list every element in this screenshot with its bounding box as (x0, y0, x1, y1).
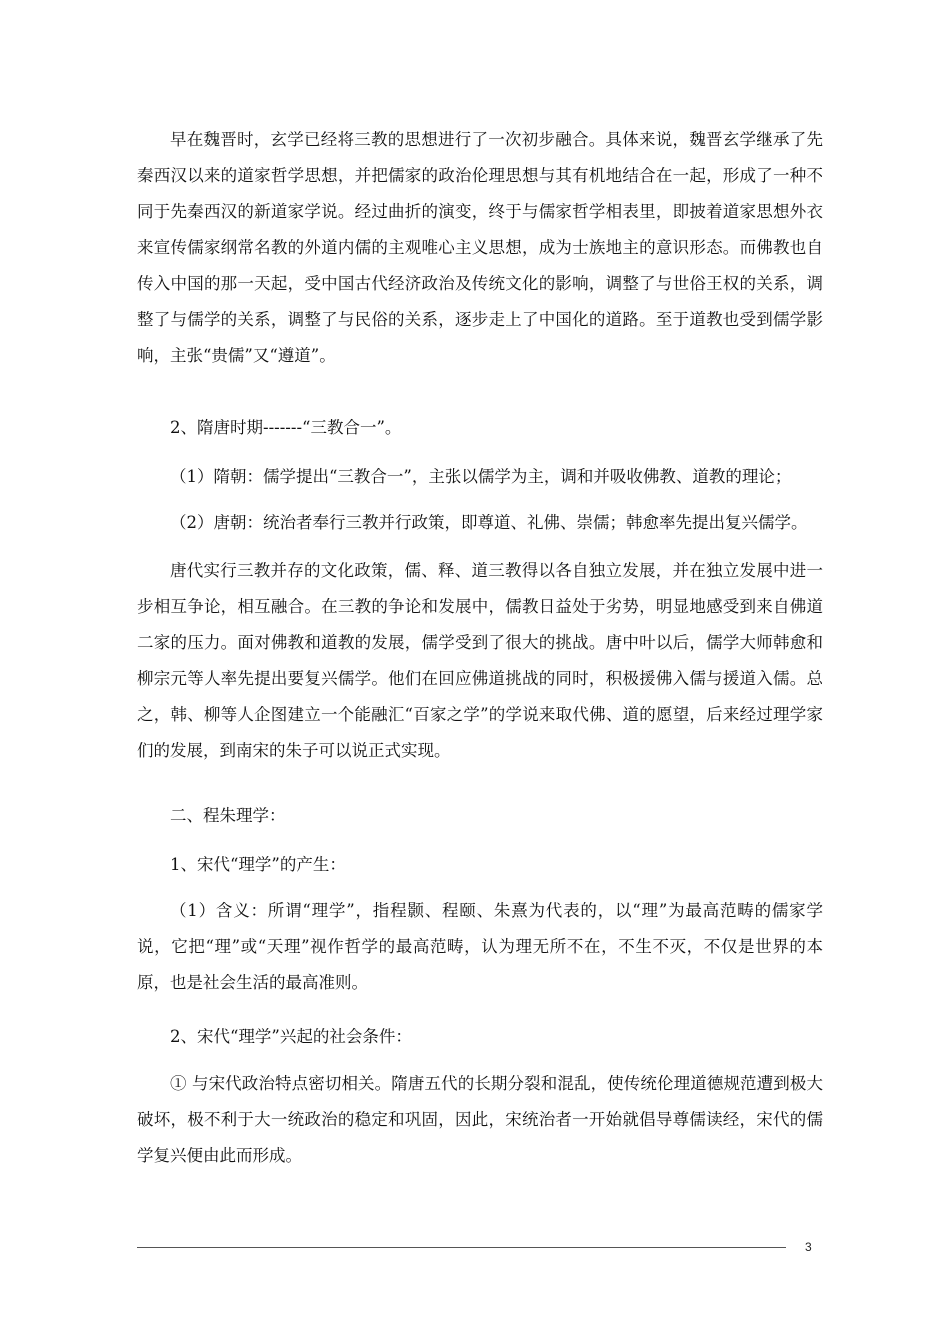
footer-divider (137, 1247, 786, 1248)
paragraph-text: （1）含义：所谓“理学”，指程颢、程颐、朱熹为代表的，以“理”为最高范畴的儒家学说，它把“理”或“天理”视作哲学的最高范畴，认为理无所不在，不生不灭，不仅是世界的本原，也是社会生活的最高准则。 (137, 901, 823, 992)
paragraph-political-factor (137, 1066, 823, 1174)
heading-sui-tang (137, 410, 823, 446)
paragraph-text: 2、隋唐时期-------“三教合一”。 (170, 418, 402, 437)
page-number: 3 (805, 1240, 812, 1254)
paragraph-wei-jin (137, 122, 823, 374)
paragraph-text: ① 与宋代政治特点密切相关。隋唐五代的长期分裂和混乱，使传统伦理道德规范遭到极大破坏，极不利于大一统政治的稳定和巩固，因此，宋统治者一开始就倡导尊儒读经，宋代的儒学复兴便由此而形成。 (137, 1074, 823, 1165)
heading-song-conditions (137, 1019, 823, 1055)
paragraph-tang-dynasty (137, 505, 823, 541)
heading-song-origin (137, 847, 823, 883)
paragraph-text: 二、程朱理学： (170, 806, 286, 825)
paragraph-text: （2）唐朝：统治者奉行三教并行政策，即尊道、礼佛、崇儒；韩愈率先提出复兴儒学。 (170, 513, 808, 532)
paragraph-sui-dynasty (137, 459, 823, 495)
paragraph-tang-policy (137, 553, 823, 769)
paragraph-text: 2、宋代“理学”兴起的社会条件： (170, 1027, 412, 1046)
paragraph-lixue-meaning (137, 893, 823, 1001)
heading-cheng-zhu (137, 798, 823, 834)
paragraph-text: 1、宋代“理学”的产生： (170, 855, 346, 874)
paragraph-text: 早在魏晋时，玄学已经将三教的思想进行了一次初步融合。具体来说，魏晋玄学继承了先秦西汉以来的道家哲学思想，并把儒家的政治伦理思想与其有机地结合在一起，形成了一种不同于先秦西汉的新道家学说。经过曲折的演变，终于与儒家哲学相表里，即披着道家思想外衣来宣传儒家纲常名教的外道内儒的主观唯心主义思想，成为士族地主的意识形态。而佛教也自传入中国的那一天起，受中国古代经济政治及传统文化的影响，调整了与世俗王权的关系，调整了与儒学的关系，调整了与民俗的关系，逐步走上了中国化的道路。至于道教也受到儒学影响，主张“贵儒”又“遵道”。 (137, 130, 823, 365)
paragraph-text: （1）隋朝：儒学提出“三教合一”，主张以儒学为主，调和并吸收佛教、道教的理论； (170, 467, 792, 486)
paragraph-text: 唐代实行三教并存的文化政策，儒、释、道三教得以各自独立发展，并在独立发展中进一步相互争论，相互融合。在三教的争论和发展中，儒教日益处于劣势，明显地感受到来自佛道二家的压力。面对佛教和道教的发展，儒学受到了很大的挑战。唐中叶以后，儒学大师韩愈和柳宗元等人率先提出要复兴儒学。他们在回应佛道挑战的同时，积极援佛入儒与援道入儒。总之，韩、柳等人企图建立一个能融汇“百家之学”的学说来取代佛、道的愿望，后来经过理学家们的发展，到南宋的朱子可以说正式实现。 (137, 561, 823, 760)
